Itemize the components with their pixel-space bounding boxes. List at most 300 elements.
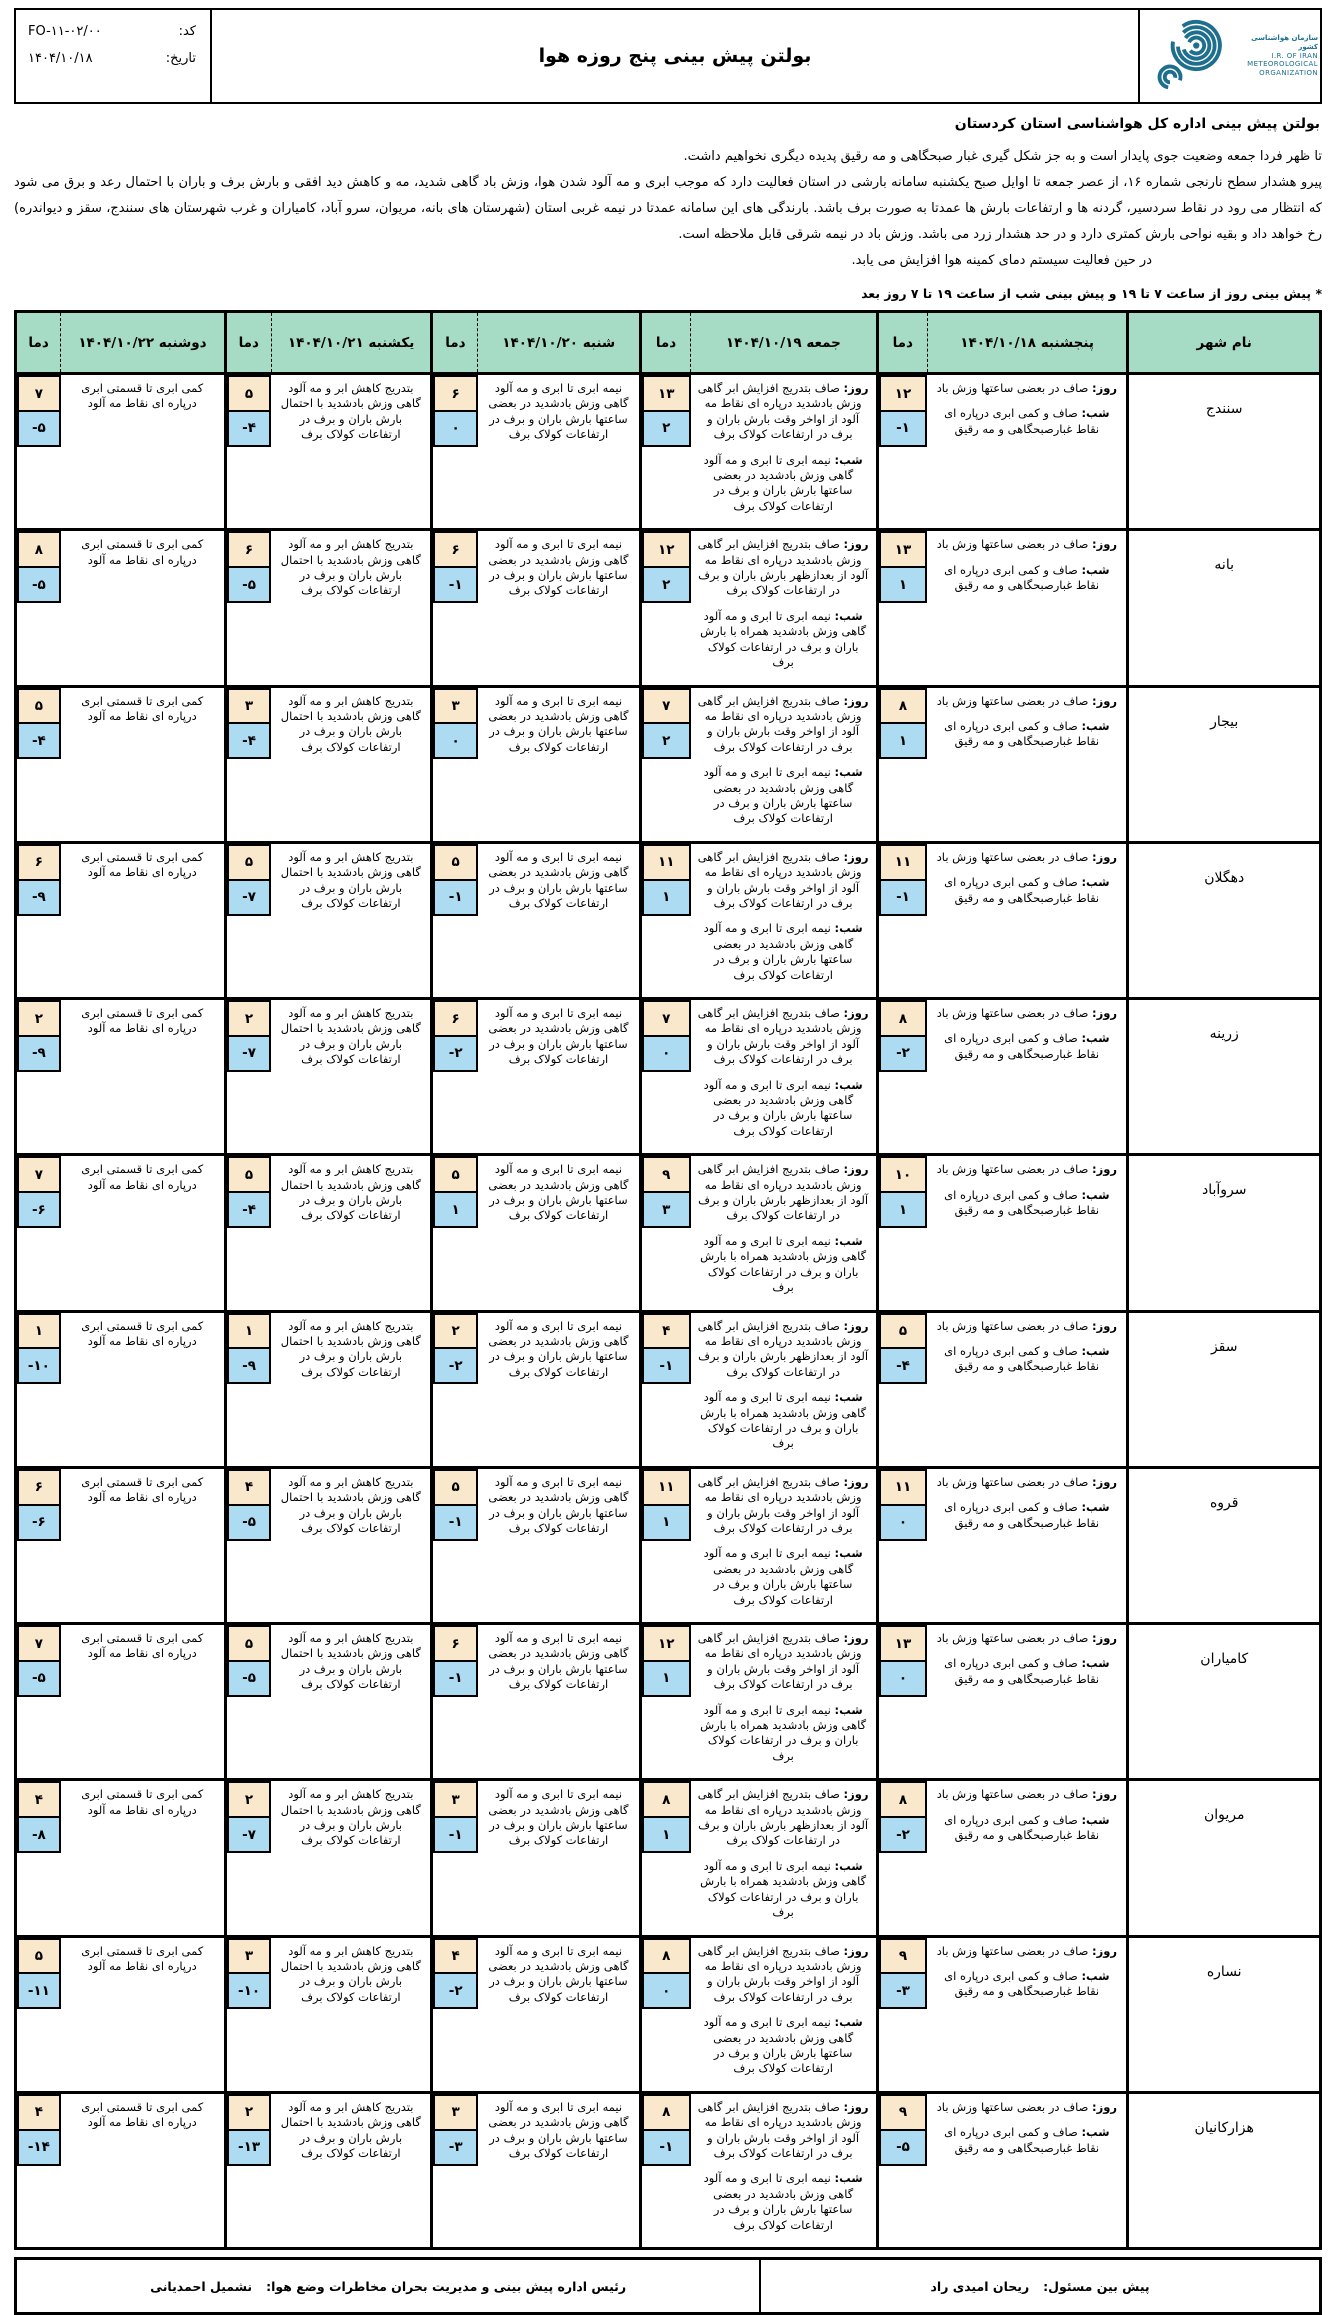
temp-cell <box>640 1311 690 1467</box>
day-forecast-text: روز: صاف در بعضی ساعتها وزش باد <box>936 1006 1118 1020</box>
forecast-text: نیمه ابری تا ابری و مه آلود گاهی وزش بادشدید در بعضی ساعتها بارش باران و برف در ارتفاعات کولاک برف <box>488 1943 629 2004</box>
night-forecast-text: شب: صاف و کمی ابری درپاره ای نقاط غبارصبحگاهی و مه رقیق <box>944 875 1110 905</box>
temp-night-value: -۱ <box>433 1816 478 1853</box>
temp-cell <box>877 1311 927 1467</box>
temp-day-value: ۲ <box>433 1313 478 1350</box>
temp-day-value: ۵ <box>227 844 272 881</box>
forecast-text: کمی ابری تا قسمتی ابری درپاره ای نقاط مه آلود <box>81 693 204 723</box>
temp-night-value: -۱ <box>433 879 478 916</box>
forecast-text: نیمه ابری تا ابری و مه آلود گاهی وزش بادشدید در بعضی ساعتها بارش باران و برف در ارتفاعات کولاک برف <box>488 1318 629 1379</box>
forecast-cell <box>691 1155 878 1311</box>
forecast-text: کمی ابری تا قسمتی ابری درپاره ای نقاط مه آلود <box>81 1631 204 1661</box>
temp-night-value: ۲ <box>642 410 691 447</box>
date-value: ۱۴۰۴/۱۰/۱۸ <box>28 51 93 66</box>
date-line <box>28 51 196 66</box>
night-label: شب: <box>834 1390 863 1405</box>
temp-night-value: -۳ <box>879 1972 928 2009</box>
temp-day-value: ۸ <box>879 1781 928 1818</box>
page-title: بولتن پیش بینی پنج روزه هوا <box>538 45 812 67</box>
temp-night-value: ۱ <box>879 722 928 759</box>
temp-day-value: ۵ <box>227 375 272 412</box>
forecast-cell <box>61 686 226 842</box>
night-label: شب: <box>834 2015 863 2030</box>
temp-day-value: ۱۰ <box>879 1156 928 1193</box>
forecast-cell <box>61 1311 226 1467</box>
temp-day-value: ۸ <box>642 1781 691 1818</box>
forecast-cell <box>691 2092 878 2248</box>
forecast-text: نیمه ابری تا ابری و مه آلود گاهی وزش بادشدید در بعضی ساعتها بارش باران و برف در ارتفاعات کولاک برف <box>488 1787 629 1848</box>
day-forecast-text: روز: صاف در بعضی ساعتها وزش باد <box>936 849 1118 864</box>
night-label: شب: <box>834 452 863 467</box>
forecast-cell <box>478 1311 640 1467</box>
temp-night-value: -۱ <box>879 879 928 916</box>
col-header-day-0: پنجشنبه ۱۴۰۴/۱۰/۱۸ <box>927 312 1128 374</box>
temp-day-value: ۴ <box>17 2094 61 2131</box>
night-forecast-text: شب: صاف و کمی ابری درپاره ای نقاط غبارصبحگاهی و مه رقیق <box>944 562 1110 593</box>
forecast-cell <box>271 2092 431 2248</box>
forecast-cell <box>927 374 1128 530</box>
city-cell: زرینه <box>1128 999 1321 1155</box>
temp-cell <box>640 1936 690 2092</box>
temp-day-value: ۵ <box>17 1938 61 1975</box>
temp-cell <box>225 1780 271 1936</box>
forecast-table-head <box>16 312 1321 374</box>
temp-cell <box>225 842 271 998</box>
temp-day-value: ۷ <box>17 1625 61 1662</box>
temp-cell <box>877 1780 927 1936</box>
forecast-text: کمی ابری تا قسمتی ابری درپاره ای نقاط مه آلود <box>81 849 204 880</box>
temp-cell <box>16 686 61 842</box>
forecast-text: نیمه ابری تا ابری و مه آلود گاهی وزش بادشدید در بعضی ساعتها بارش باران و برف در ارتفاعات کولاک برف <box>488 1631 629 1692</box>
temp-day-value: ۸ <box>879 1000 928 1037</box>
organization-logo <box>1138 10 1320 102</box>
temp-day-value: ۸ <box>642 2094 691 2131</box>
night-forecast-text: شب: نیمه ابری تا ابری و مه آلود گاهی وزش بادشدید در بعضی ساعتها بارش باران و برف در ارتفاعات کولاک برف <box>703 2015 863 2076</box>
forecast-text: نیمه ابری تا ابری و مه آلود گاهی وزش بادشدید در بعضی ساعتها بارش باران و برف در ارتفاعات کولاک برف <box>488 381 629 442</box>
temp-night-value: -۵ <box>17 410 61 447</box>
night-label: شب: <box>834 1546 863 1561</box>
temp-cell <box>432 1467 478 1623</box>
day-label: روز: <box>1092 1162 1118 1177</box>
temp-day-value: ۵ <box>17 688 61 725</box>
city-cell: بانه <box>1128 530 1321 686</box>
forecast-cell <box>271 1311 431 1467</box>
temp-night-value: -۹ <box>17 879 61 916</box>
temp-day-value: ۹ <box>879 2094 928 2131</box>
temp-night-value: ۰ <box>642 1972 691 2009</box>
night-label: شب: <box>1081 1031 1110 1046</box>
day-label: روز: <box>1092 2099 1118 2114</box>
forecast-text: کمی ابری تا قسمتی ابری درپاره ای نقاط مه آلود <box>81 1787 204 1817</box>
temp-night-value: -۹ <box>227 1347 272 1384</box>
temp-cell <box>225 999 271 1155</box>
table-row-سنندج <box>16 374 1321 530</box>
forecast-cell <box>61 842 226 998</box>
temp-night-value: -۲ <box>433 1035 478 1072</box>
night-label: شب: <box>834 1233 863 1248</box>
temp-night-value: ۲ <box>642 566 691 603</box>
temp-night-value: -۹ <box>17 1035 61 1072</box>
forecast-cell <box>271 1155 431 1311</box>
signature-footer <box>14 2257 1322 2315</box>
temp-day-value: ۲ <box>227 1000 272 1037</box>
temp-cell <box>640 1780 690 1936</box>
temp-night-value: -۵ <box>17 1660 61 1697</box>
forecast-cell <box>691 1311 878 1467</box>
forecast-cell <box>691 999 878 1155</box>
temp-cell <box>16 530 61 686</box>
city-cell: هزارکانیان <box>1128 2092 1321 2248</box>
forecast-cell <box>478 1155 640 1311</box>
temp-day-value: ۹ <box>642 1156 691 1193</box>
forecaster-label: پیش بین مسئول: <box>1043 2278 1150 2294</box>
night-label: شب: <box>1081 562 1110 577</box>
night-forecast-text: شب: نیمه ابری تا ابری و مه آلود گاهی وزش بادشدید همراه با بارش باران و برف در ارتفاعات کولاک برف <box>700 1390 867 1451</box>
intro-paragraph-3: در حین فعالیت سیستم دمای کمینه هوا افزایش می یابد. <box>851 253 1152 268</box>
temp-cell <box>16 374 61 530</box>
temp-cell <box>16 1780 61 1936</box>
temp-cell <box>432 1311 478 1467</box>
forecast-cell <box>927 1467 1128 1623</box>
night-label: شب: <box>1081 1968 1110 1983</box>
night-label: شب: <box>1081 1656 1110 1671</box>
night-label: شب: <box>834 1702 863 1717</box>
forecast-text: بتدریج کاهش ابر و مه آلود گاهی وزش بادشدید با احتمال بارش باران و برف در ارتفاعات کولاک برف <box>280 1006 421 1067</box>
forecast-cell <box>271 374 431 530</box>
temp-cell <box>877 1467 927 1623</box>
temp-cell <box>640 842 690 998</box>
day-forecast-text: روز: صاف در بعضی ساعتها وزش باد <box>936 1318 1118 1333</box>
temp-day-value: ۱۱ <box>642 1469 691 1506</box>
forecast-cell <box>61 1780 226 1936</box>
day-label: روز: <box>843 693 869 708</box>
forecast-text: بتدریج کاهش ابر و مه آلود گاهی وزش بادشدید با احتمال بارش باران و برف در ارتفاعات کولاک برف <box>280 381 421 442</box>
temp-night-value: ۰ <box>433 722 478 759</box>
temp-cell <box>640 374 690 530</box>
temp-night-value: -۵ <box>879 2129 928 2166</box>
forecast-cell <box>271 1467 431 1623</box>
code-date-box <box>16 10 212 102</box>
forecast-text: نیمه ابری تا ابری و مه آلود گاهی وزش بادشدید در بعضی ساعتها بارش باران و برف در ارتفاعات کولاک برف <box>488 537 629 598</box>
forecast-cell <box>691 1624 878 1780</box>
temp-night-value: ۰ <box>433 410 478 447</box>
forecast-text: کمی ابری تا قسمتی ابری درپاره ای نقاط مه آلود <box>81 2099 204 2130</box>
night-label: شب: <box>1081 718 1110 733</box>
forecast-cell <box>691 842 878 998</box>
temp-day-value: ۱۲ <box>642 1625 691 1662</box>
forecaster-name: ریحان امیدی راد <box>930 2278 1030 2294</box>
forecast-text: بتدریج کاهش ابر و مه آلود گاهی وزش بادشدید با احتمال بارش باران و برف در ارتفاعات کولاک برف <box>280 849 421 910</box>
forecast-text: کمی ابری تا قسمتی ابری درپاره ای نقاط مه آلود <box>81 381 204 411</box>
document-header <box>14 8 1322 104</box>
forecast-cell <box>927 1311 1128 1467</box>
col-header-day-4: دوشنبه ۱۴۰۴/۱۰/۲۲ <box>61 312 226 374</box>
temp-day-value: ۶ <box>433 531 478 568</box>
night-forecast-text: شب: نیمه ابری تا ابری و مه آلود گاهی وزش بادشدید در بعضی ساعتها بارش باران و برف در ارتفاعات کولاک برف <box>703 765 863 826</box>
forecast-text: بتدریج کاهش ابر و مه آلود گاهی وزش بادشدید با احتمال بارش باران و برف در ارتفاعات کولاک برف <box>280 1474 421 1535</box>
day-label: روز: <box>843 1943 869 1958</box>
temp-day-value: ۵ <box>433 844 478 881</box>
day-forecast-text: روز: صاف در بعضی ساعتها وزش باد <box>936 2099 1118 2114</box>
forecast-cell <box>61 1467 226 1623</box>
forecast-text: بتدریج کاهش ابر و مه آلود گاهی وزش بادشدید با احتمال بارش باران و برف در ارتفاعات کولاک برف <box>280 693 421 754</box>
code-label: کد: <box>178 24 196 39</box>
intro-paragraph-1: تا ظهر فردا جمعه وضعیت جوی پایدار است و به جز شکل گیری غبار صبحگاهی و مه رقیق پدیده دیگری نخواهیم داشت. <box>683 149 1322 164</box>
forecast-cell <box>478 1624 640 1780</box>
forecast-cell <box>478 1467 640 1623</box>
temp-day-value: ۸ <box>879 688 928 725</box>
temp-cell <box>432 1624 478 1780</box>
temp-cell <box>432 2092 478 2248</box>
forecast-cell <box>927 1155 1128 1311</box>
temp-night-value: -۴ <box>227 410 272 447</box>
forecast-text: بتدریج کاهش ابر و مه آلود گاهی وزش بادشدید با احتمال بارش باران و برف در ارتفاعات کولاک برف <box>280 1787 421 1848</box>
temp-day-value: ۷ <box>642 688 691 725</box>
code-line <box>28 24 196 39</box>
night-forecast-text: شب: نیمه ابری تا ابری و مه آلود گاهی وزش بادشدید همراه با بارش باران و برف در ارتفاعات کولاک برف <box>700 1702 867 1763</box>
day-forecast-text: روز: صاف در بعضی ساعتها وزش باد <box>936 381 1118 395</box>
temp-cell <box>225 530 271 686</box>
temp-cell <box>225 1155 271 1311</box>
forecast-cell <box>478 1780 640 1936</box>
forecast-cell <box>61 999 226 1155</box>
temp-day-value: ۲ <box>227 1781 272 1818</box>
temp-day-value: ۶ <box>433 1000 478 1037</box>
forecaster-cell <box>759 2260 1319 2312</box>
forecast-text: کمی ابری تا قسمتی ابری درپاره ای نقاط مه آلود <box>81 1474 204 1505</box>
day-label: روز: <box>843 1162 869 1177</box>
table-row-نساره <box>16 1936 1321 2092</box>
temp-day-value: ۶ <box>17 1469 61 1506</box>
day-label: روز: <box>843 2099 869 2114</box>
temp-cell <box>640 1624 690 1780</box>
table-row-سروآباد <box>16 1155 1321 1311</box>
day-label: روز: <box>843 1318 869 1333</box>
temp-night-value: -۱۰ <box>17 1347 61 1384</box>
col-header-temp-0: دما <box>877 312 927 374</box>
forecast-text: کمی ابری تا قسمتی ابری درپاره ای نقاط مه آلود <box>81 1006 204 1036</box>
forecast-cell <box>927 1624 1128 1780</box>
temp-night-value: -۴ <box>17 722 61 759</box>
night-label: شب: <box>1081 1343 1110 1358</box>
night-label: شب: <box>834 1858 863 1873</box>
forecast-text: کمی ابری تا قسمتی ابری درپاره ای نقاط مه آلود <box>81 1943 204 1973</box>
night-label: شب: <box>1081 1500 1110 1515</box>
table-row-زرینه <box>16 999 1321 1155</box>
temp-night-value: -۴ <box>227 1191 272 1228</box>
temp-cell <box>877 842 927 998</box>
col-header-temp-4: دما <box>16 312 61 374</box>
col-header-temp-1: دما <box>640 312 690 374</box>
temp-day-value: ۳ <box>433 2094 478 2131</box>
temp-night-value: ۱ <box>879 1191 928 1228</box>
temp-day-value: ۷ <box>17 1156 61 1193</box>
forecast-hours-footnote: * پیش بینی روز از ساعت ۷ تا ۱۹ و پیش بینی شب از ساعت ۱۹ تا ۷ روز بعد <box>861 286 1322 301</box>
forecast-cell <box>271 842 431 998</box>
day-forecast-text: روز: صاف بتدریج افزایش ابر گاهی وزش بادشدید درپاره ای نقاط مه آلود از اواخر وقت بارش باران و برف در ارتفاعات کولاک برف <box>697 1006 869 1067</box>
night-forecast-text: شب: صاف و کمی ابری درپاره ای نقاط غبارصبحگاهی و مه رقیق <box>944 1500 1110 1530</box>
day-label: روز: <box>843 1631 869 1645</box>
night-forecast-text: شب: نیمه ابری تا ابری و مه آلود گاهی وزش بادشدید همراه با بارش باران و برف در ارتفاعات کولاک برف <box>700 608 867 670</box>
temp-night-value: -۱ <box>433 1504 478 1541</box>
temp-night-value: ۱ <box>642 1504 691 1541</box>
city-cell: نساره <box>1128 1936 1321 2092</box>
night-forecast-text: شب: نیمه ابری تا ابری و مه آلود گاهی وزش بادشدید در بعضی ساعتها بارش باران و برف در ارتفاعات کولاک برف <box>703 452 863 513</box>
temp-day-value: ۱۲ <box>879 375 928 412</box>
forecast-cell <box>271 530 431 686</box>
temp-day-value: ۳ <box>227 688 272 725</box>
temp-day-value: ۷ <box>642 1000 691 1037</box>
temp-cell <box>16 2092 61 2248</box>
temp-cell <box>432 999 478 1155</box>
temp-day-value: ۱۳ <box>879 531 928 568</box>
table-row-قروه <box>16 1467 1321 1623</box>
forecast-cell <box>61 1155 226 1311</box>
temp-day-value: ۹ <box>879 1938 928 1975</box>
meteorology-spiral-icon <box>1142 11 1230 101</box>
temp-cell <box>640 1155 690 1311</box>
forecast-text: بتدریج کاهش ابر و مه آلود گاهی وزش بادشدید با احتمال بارش باران و برف در ارتفاعات کولاک برف <box>280 1631 421 1692</box>
temp-night-value: -۱ <box>642 2129 691 2166</box>
forecast-text: بتدریج کاهش ابر و مه آلود گاهی وزش بادشدید با احتمال بارش باران و برف در ارتفاعات کولاک برف <box>280 1318 421 1379</box>
temp-cell <box>16 1155 61 1311</box>
city-cell: سقز <box>1128 1311 1321 1467</box>
forecast-cell <box>478 1936 640 2092</box>
temp-day-value: ۱۲ <box>642 531 691 568</box>
temp-cell <box>432 1155 478 1311</box>
temp-night-value: ۱ <box>433 1191 478 1228</box>
day-label: روز: <box>1092 693 1118 708</box>
night-forecast-text: شب: صاف و کمی ابری درپاره ای نقاط غبارصبحگاهی و مه رقیق <box>944 1187 1110 1218</box>
forecast-text: کمی ابری تا قسمتی ابری درپاره ای نقاط مه آلود <box>81 537 204 567</box>
temp-cell <box>640 999 690 1155</box>
night-label: شب: <box>1081 1812 1110 1827</box>
night-label: شب: <box>834 608 863 623</box>
city-cell: بیجار <box>1128 686 1321 842</box>
day-label: روز: <box>1092 381 1118 395</box>
temp-day-value: ۳ <box>227 1938 272 1975</box>
forecast-text: کمی ابری تا قسمتی ابری درپاره ای نقاط مه آلود <box>81 1162 204 1192</box>
forecast-cell <box>691 1780 878 1936</box>
temp-day-value: ۶ <box>227 531 272 568</box>
temp-night-value: -۵ <box>227 566 272 603</box>
temp-night-value: -۴ <box>227 722 272 759</box>
temp-night-value: -۵ <box>227 1504 272 1541</box>
forecast-cell <box>927 530 1128 686</box>
forecast-cell <box>271 1936 431 2092</box>
col-header-day-3: یکشنبه ۱۴۰۴/۱۰/۲۱ <box>271 312 431 374</box>
temp-night-value: -۱ <box>433 1660 478 1697</box>
table-row-مریوان <box>16 1780 1321 1936</box>
day-forecast-text: روز: صاف بتدریج افزایش ابر گاهی وزش بادشدید درپاره ای نقاط مه آلود از اواخر وقت بارش باران و برف در ارتفاعات کولاک برف <box>697 1474 869 1535</box>
temp-day-value: ۲ <box>17 1000 61 1037</box>
temp-cell <box>16 1467 61 1623</box>
temp-cell <box>225 374 271 530</box>
intro-paragraph-2: پیرو هشدار سطح نارنجی شماره ۱۶، از عصر جمعه تا اوایل صبح یکشنبه سامانه بارشی در استان فعالیت دارد که موجب ابری و مه آلود شدن هوا، وزش باد گاهی شدید، مه و کاهش دید افقی و بارش برف و باران با احتمال رعد و برق می شود که انتظار می رود در نقاط سردسیر، گردنه ها و ارتفاعات بارش ها عمدتا به صورت برف باشد. بارندگی های این سامانه عمدتا در نیمه غربی استان (شهرستان های بانه، مریوان، سرو آباد، کامیاران و غرب شهرستان های سنندج، سقز و دیواندره) رخ خواهد داد و بقیه نواحی بارش کمتری دارد و در حد هشدار زرد می باشد. وزش باد در نیمه شرقی قابل ملاحظه است. <box>14 175 1322 242</box>
forecast-cell <box>927 686 1128 842</box>
night-forecast-text: شب: صاف و کمی ابری درپاره ای نقاط غبارصبحگاهی و مه رقیق <box>944 1031 1110 1061</box>
forecast-cell <box>691 530 878 686</box>
day-forecast-text: روز: صاف بتدریج افزایش ابر گاهی وزش بادشدید درپاره ای نقاط مه آلود از اواخر وقت بارش باران و برف در ارتفاعات کولاک برف <box>697 2099 869 2160</box>
day-forecast-text: روز: صاف در بعضی ساعتها وزش باد <box>936 1943 1118 1958</box>
night-forecast-text: شب: صاف و کمی ابری درپاره ای نقاط غبارصبحگاهی و مه رقیق <box>944 718 1110 749</box>
day-forecast-text: روز: صاف در بعضی ساعتها وزش باد <box>936 693 1118 708</box>
day-forecast-text: روز: صاف بتدریج افزایش ابر گاهی وزش بادشدید درپاره ای نقاط مه آلود از اواخر وقت بارش باران و برف در ارتفاعات کولاک برف <box>697 381 869 442</box>
temp-night-value: ۳ <box>642 1191 691 1228</box>
night-forecast-text: شب: صاف و کمی ابری درپاره ای نقاط غبارصبحگاهی و مه رقیق <box>944 1343 1110 1374</box>
bulletin-heading: بولتن پیش بینی اداره کل هواشناسی استان کردستان <box>954 116 1320 132</box>
temp-night-value: -۷ <box>227 879 272 916</box>
col-header-day-1: جمعه ۱۴۰۴/۱۰/۱۹ <box>691 312 878 374</box>
day-label: روز: <box>1092 1318 1118 1333</box>
temp-night-value: -۲ <box>879 1035 928 1072</box>
forecast-text: کمی ابری تا قسمتی ابری درپاره ای نقاط مه آلود <box>81 1318 204 1348</box>
forecast-cell <box>927 999 1128 1155</box>
forecast-cell <box>478 999 640 1155</box>
temp-night-value: -۷ <box>227 1816 272 1853</box>
head-of-office-label: رئیس اداره پیش بینی و مدیریت بحران مخاطرات وضع هوا: <box>266 2278 627 2294</box>
temp-night-value: -۵ <box>227 1660 272 1697</box>
temp-cell <box>225 2092 271 2248</box>
forecast-cell <box>927 842 1128 998</box>
forecast-cell <box>927 2092 1128 2248</box>
col-header-day-2: شنبه ۱۴۰۴/۱۰/۲۰ <box>478 312 640 374</box>
day-forecast-text: روز: صاف بتدریج افزایش ابر گاهی وزش بادشدید درپاره ای نقاط مه آلود از بعدازظهر بارش باران و برف در ارتفاعات کولاک برف <box>697 1162 869 1223</box>
night-forecast-text: شب: نیمه ابری تا ابری و مه آلود گاهی وزش بادشدید همراه با بارش باران و برف در ارتفاعات کولاک برف <box>700 1858 867 1920</box>
forecast-cell <box>61 2092 226 2248</box>
forecast-text: نیمه ابری تا ابری و مه آلود گاهی وزش بادشدید در بعضی ساعتها بارش باران و برف در ارتفاعات کولاک برف <box>488 2099 629 2160</box>
table-row-دهگلان <box>16 842 1321 998</box>
forecast-text: نیمه ابری تا ابری و مه آلود گاهی وزش بادشدید در بعضی ساعتها بارش باران و برف در ارتفاعات کولاک برف <box>488 1474 629 1535</box>
temp-night-value: -۱۱ <box>17 1972 61 2009</box>
forecast-cell <box>271 999 431 1155</box>
table-row-بانه <box>16 530 1321 686</box>
temp-night-value: -۶ <box>17 1191 61 1228</box>
forecast-cell <box>478 530 640 686</box>
temp-cell <box>877 2092 927 2248</box>
temp-cell <box>877 530 927 686</box>
forecast-cell <box>927 1780 1128 1936</box>
forecast-cell <box>478 374 640 530</box>
forecast-cell <box>691 686 878 842</box>
forecast-cell <box>478 842 640 998</box>
temp-night-value: -۱ <box>642 1347 691 1384</box>
temp-cell <box>877 999 927 1155</box>
temp-night-value: ۰ <box>879 1660 928 1697</box>
day-forecast-text: روز: صاف بتدریج افزایش ابر گاهی وزش بادشدید درپاره ای نقاط مه آلود از اواخر وقت بارش باران و برف در ارتفاعات کولاک برف <box>697 1943 869 2004</box>
temp-cell <box>225 686 271 842</box>
temp-cell <box>225 1936 271 2092</box>
night-label: شب: <box>834 1077 863 1092</box>
forecast-header-row <box>16 312 1321 374</box>
temp-night-value: -۱۳ <box>227 2129 272 2166</box>
forecast-cell <box>61 1936 226 2092</box>
temp-night-value: ۱ <box>642 879 691 916</box>
temp-night-value: -۲ <box>879 1816 928 1853</box>
temp-night-value: -۳ <box>433 2129 478 2166</box>
night-label: شب: <box>834 921 863 936</box>
table-row-بیجار <box>16 686 1321 842</box>
day-label: روز: <box>843 381 869 395</box>
code-value: FO-۱۱-۰۲/۰۰ <box>28 24 102 39</box>
night-label: شب: <box>834 765 863 780</box>
temp-day-value: ۱۳ <box>642 375 691 412</box>
day-label: روز: <box>1092 537 1118 552</box>
table-row-کامیاران <box>16 1624 1321 1780</box>
temp-cell <box>877 1624 927 1780</box>
day-label: روز: <box>843 537 869 552</box>
day-forecast-text: روز: صاف در بعضی ساعتها وزش باد <box>936 537 1118 552</box>
